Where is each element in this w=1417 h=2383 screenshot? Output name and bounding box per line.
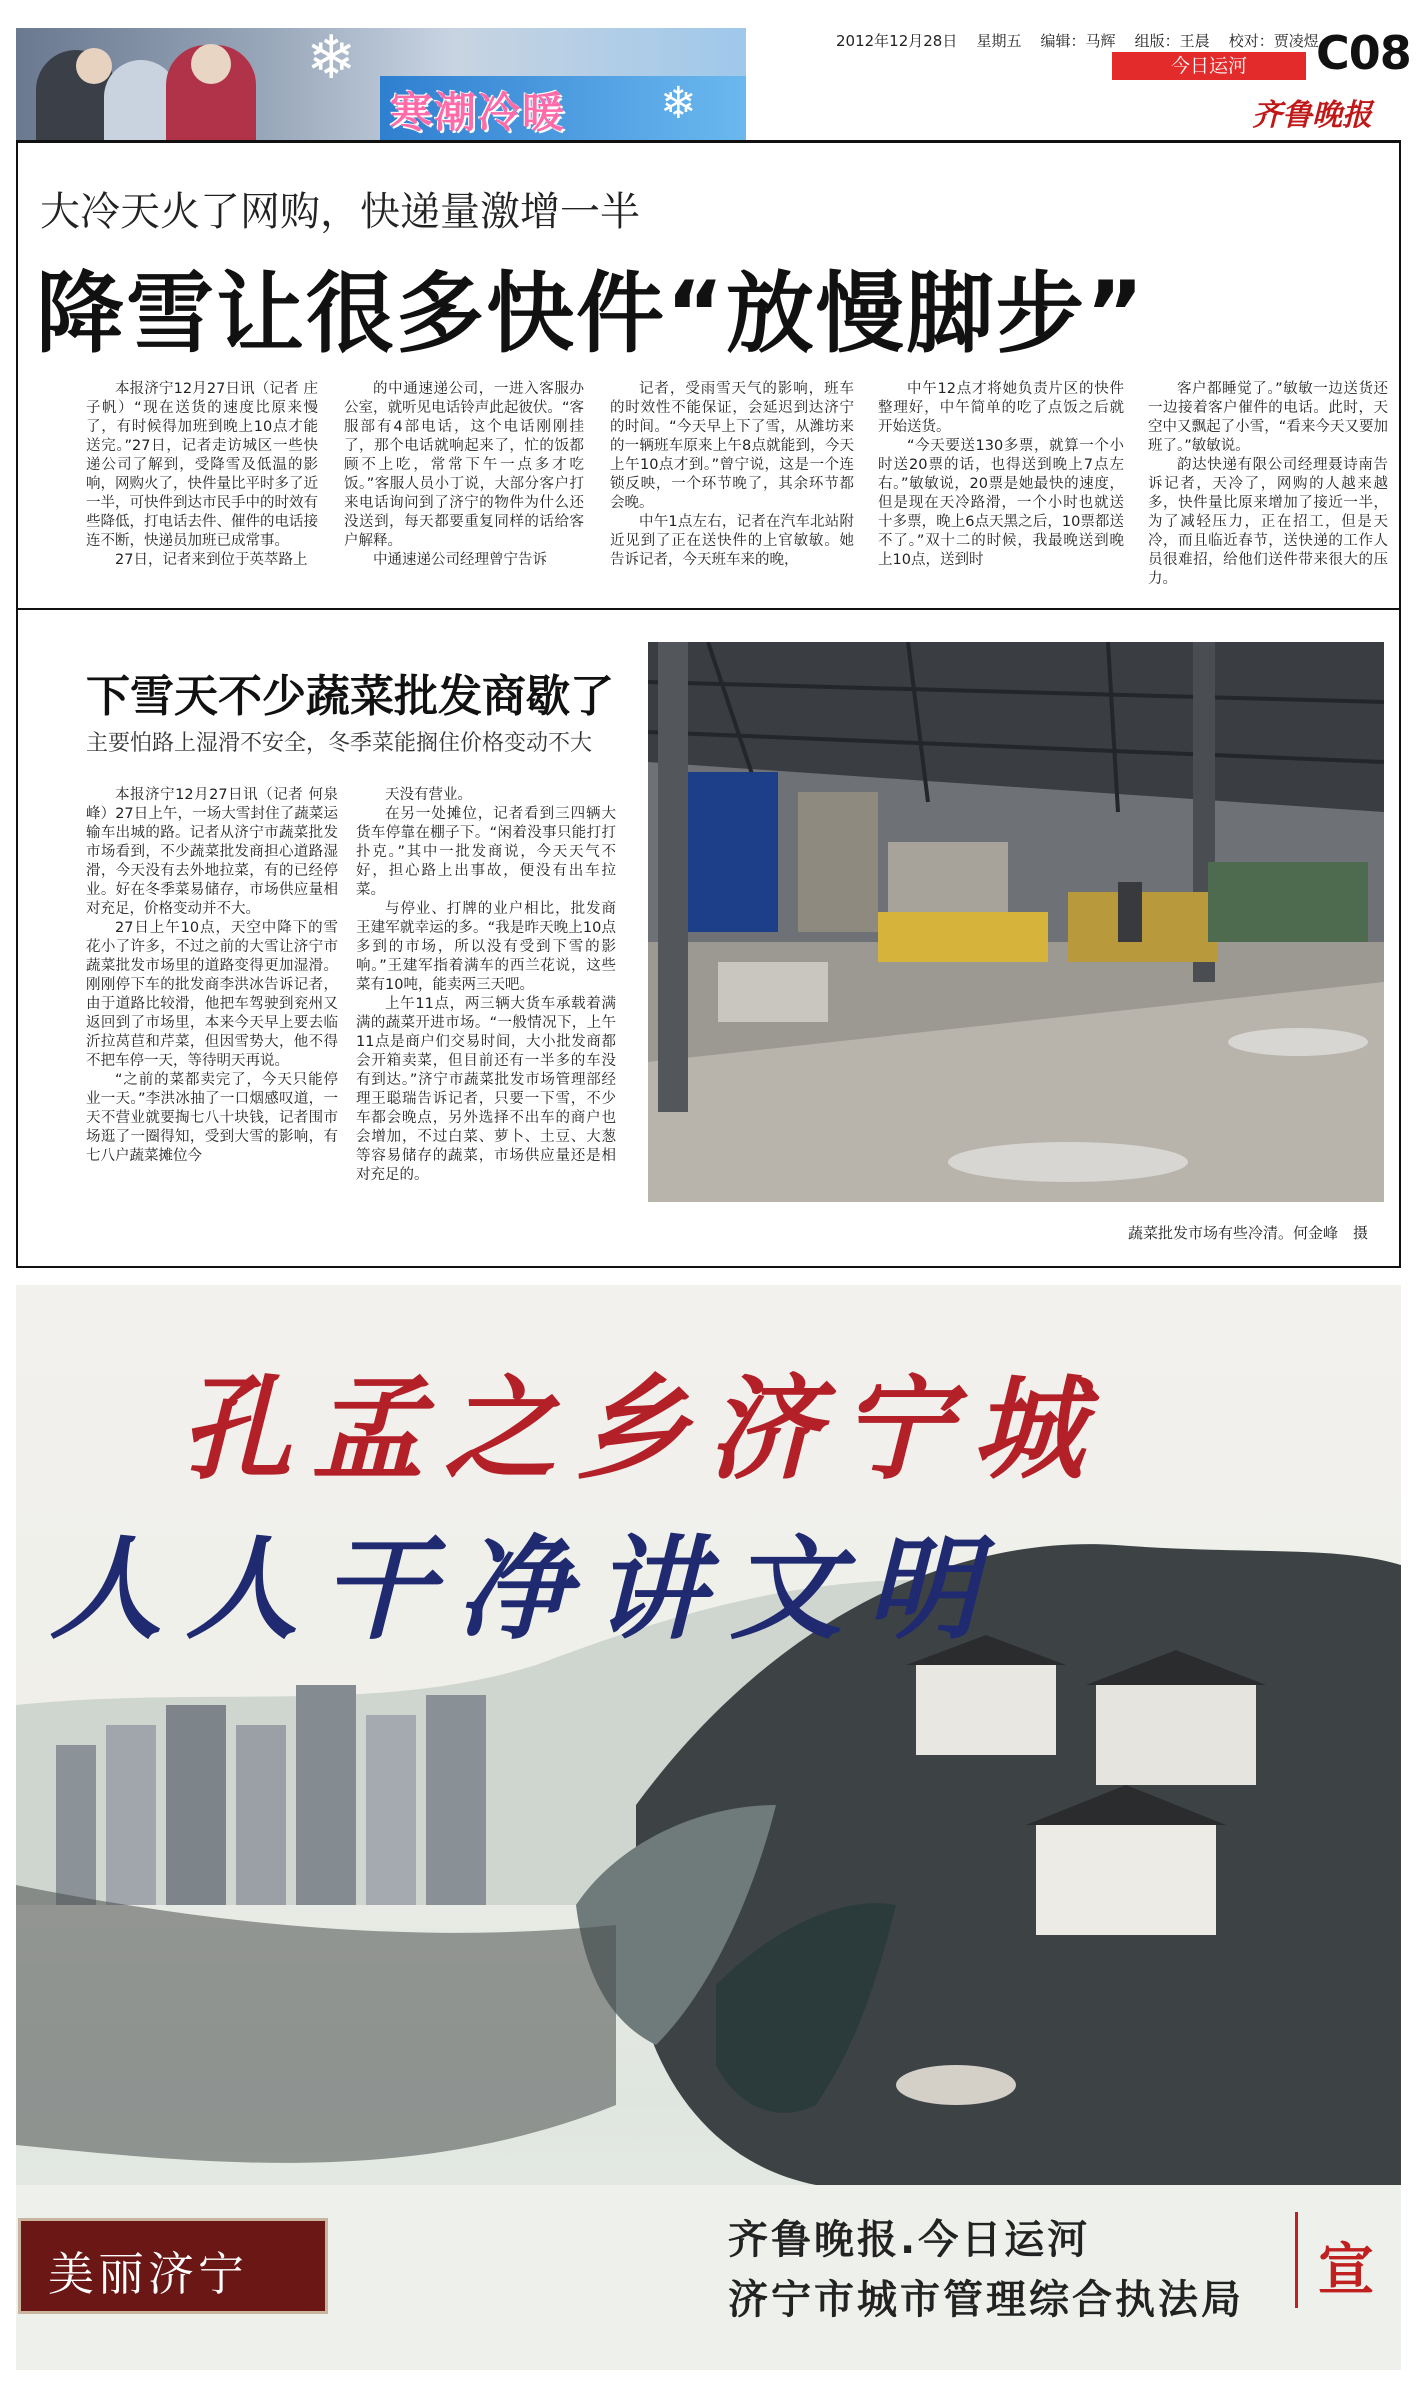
article1-column <box>344 380 584 600</box>
ad-mark: 宣 <box>1318 2238 1374 2303</box>
paragraph: 中午12点才将她负责片区的快件整理好，中午简单的吃了点饭之后就开始送货。 <box>878 381 1124 435</box>
divider <box>16 140 1401 143</box>
divider <box>16 608 1401 610</box>
article1-headline: 降雪让很多快件“放慢脚步” <box>36 262 1146 365</box>
weekday: 星期五 <box>976 32 1022 50</box>
paragraph: 本报济宁12月27日讯（记者 何泉峰）27日上午，一场大雪封住了蔬菜运输车出城的路。记者从济宁市蔬菜批发市场看到，不少蔬菜批发商担心道路湿滑，今天没有去外地拉菜，有的已经停业。好在冬季菜易储存，市场供应量相对充足，价格变动并不大。 <box>86 787 338 917</box>
paragraph: 本报济宁12月27日讯（记者 庄子帆）“现在送货的速度比原来慢了，有时候得加班到晚上10点才能送完。”27日，记者走访城区一些快递公司了解到，受降雪及低温的影响，网购火了，快件量比平时多了近一半，可快件到达市民手中的时效有些降低，打电话去件、催件的电话接连不断，快递员加班已成常事。 <box>86 381 318 549</box>
news-photo <box>648 642 1384 1202</box>
page-number: C08 <box>1316 26 1411 80</box>
article2-column <box>356 786 616 1248</box>
paragraph: 27日上午10点，天空中降下的雪花小了许多，不过之前的大雪让济宁市蔬菜批发市场里的道路变得更加湿滑。刚刚停下车的批发商李洪冰告诉记者，由于道路比较滑，他把车驾驶到兖州又返回到了市场里，本来今天早上要去临沂拉莴苣和芹菜，但因雪势大，他不得不把车停一天，等待明天再说。 <box>86 920 338 1069</box>
paragraph: 27日，记者来到位于英萃路上 <box>115 552 308 568</box>
article1-column <box>878 380 1124 600</box>
article1-column <box>610 380 854 600</box>
article2-column <box>86 786 338 1248</box>
proofreader: 校对：贾凌煜 <box>1228 32 1319 50</box>
paper-logo: 齐鲁晚报 <box>1252 98 1372 133</box>
editor: 编辑：马辉 <box>1040 32 1116 50</box>
layout-editor: 组版：王晨 <box>1134 32 1210 50</box>
frame-border <box>16 142 18 1267</box>
market-scene <box>648 642 1384 1202</box>
paragraph: 记者，受雨雪天气的影响，班车的时效性不能保证，会延迟到达济宁的时间。“今天早上下了雪，从潍坊来的一辆班车原来上午8点就能到，今天上午10点才到。”曾宁说，这是一个连锁反映，一个环节晚了，其余环节都会晚。 <box>610 381 854 511</box>
paragraph: “之前的菜都卖完了，今天只能停业一天。”李洪冰抽了一口烟感叹道，一天不营业就要掏七八十块钱，记者围市场逛了一圈得知，受到大雪的影响，有七八户蔬菜摊位今 <box>86 1072 338 1164</box>
divider <box>16 1266 1401 1268</box>
paragraph: 韵达快递有限公司经理聂诗南告诉记者，天冷了，网购的人越来越多，快件量比原来增加了接近一半，为了减轻压力，正在招工，但是天冷，而且临近春节，送快递的工作人员很难招，给他们送件带来很大的压力。 <box>1148 457 1388 587</box>
paragraph: 上午11点，两三辆大货车承载着满满的蔬菜开进市场。“一般情况下，上午11点是商户们交易时间，大小批发商都会开箱卖菜，但目前还有一半多的车没有到达。”济宁市蔬菜批发市场管理部经理王聪瑞告诉记者，只要一下雪，不少车都会晚点，另外选择不出车的商户也会增加，不过白菜、萝卜、土豆、大葱等容易储存的蔬菜，市场供应量还是相对充足的。 <box>356 996 616 1183</box>
article1-subtitle: 大冷天火了网购，快递量激增一半 <box>40 189 640 235</box>
article1-column <box>1148 380 1388 600</box>
paragraph: 与停业、打牌的业户相比，批发商王建军就幸运的多。“我是昨天晚上10点多到的市场，所以没有受到下雪的影响。”王建军指着满车的西兰花说，这些菜有10吨，能卖两三天吧。 <box>356 901 616 993</box>
paragraph: 客户都睡觉了。”敏敏一边送货还一边接着客户催件的电话。此时，天空中又飘起了小雪，“看来今天又要加班了。”敏敏说。 <box>1148 381 1388 454</box>
divider <box>1295 2212 1298 2308</box>
article1-column <box>86 380 318 600</box>
series-title: 寒潮冷暖 <box>390 88 567 137</box>
ad-label: 美丽济宁 <box>48 2247 248 2301</box>
page-meta <box>836 30 1319 51</box>
paragraph: “今天要送130多票，就算一个小时送20票的话，也得送到晚上7点左右。”敏敏说，20票是她最快的速度，但是现在天冷路滑，一个小时也就送十多票，晚上6点天黑之后，10票都送不了。”双十二的时候，我最晚送到晚上10点，送到时 <box>878 438 1124 568</box>
snowflake-icon: ❄ <box>660 78 697 129</box>
photo-caption: 蔬菜批发市场有些冷清。何金峰 摄 <box>1128 1224 1369 1242</box>
paragraph: 天没有营业。 <box>385 787 472 803</box>
frame-border <box>1399 142 1401 1267</box>
article2-headline: 下雪天不少蔬菜批发商歇了 <box>86 671 614 722</box>
paragraph: 中午1点左右，记者在汽车北站附近见到了正在送快件的上官敏敏。她告诉记者，今天班车来的晚， <box>610 514 854 568</box>
article2-subtitle: 主要怕路上湿滑不安全，冬季菜能搁住价格变动不大 <box>86 731 593 756</box>
snowflake-icon: ❄ <box>306 28 357 93</box>
paragraph: 中通速递公司经理曾宁告诉 <box>373 552 547 568</box>
ad-sponsor-1: 齐鲁晚报.今日运河 <box>728 2217 1091 2263</box>
ad-sponsor-2: 济宁市城市管理综合执法局 <box>728 2277 1244 2323</box>
ad-slogan-2: 人人干净讲文明 <box>50 1524 1002 1655</box>
section-tab: 今日运河 <box>1112 52 1306 80</box>
date: 2012年12月28日 <box>836 32 958 50</box>
paragraph: 的中通速递公司，一进入客服办公室，就听见电话铃声此起彼伏。“客服部有4部电话，这个电话刚刚挂了，那个电话就响起来了，忙的饭都顾不上吃，常常下午一点多才吃饭。”客服人员小丁说，大部分客户打来电话询问到了济宁的物件为什么还没送到，每天都要重复同样的话给客户解释。 <box>344 381 584 549</box>
ad-slogan-1: 孔孟之乡济宁城 <box>180 1364 1104 1495</box>
paragraph: 在另一处摊位，记者看到三四辆大货车停靠在棚子下。“闲着没事只能打打扑克。”其中一批发商说，今天天气不好，担心路上出事故，便没有出车拉菜。 <box>356 806 616 898</box>
